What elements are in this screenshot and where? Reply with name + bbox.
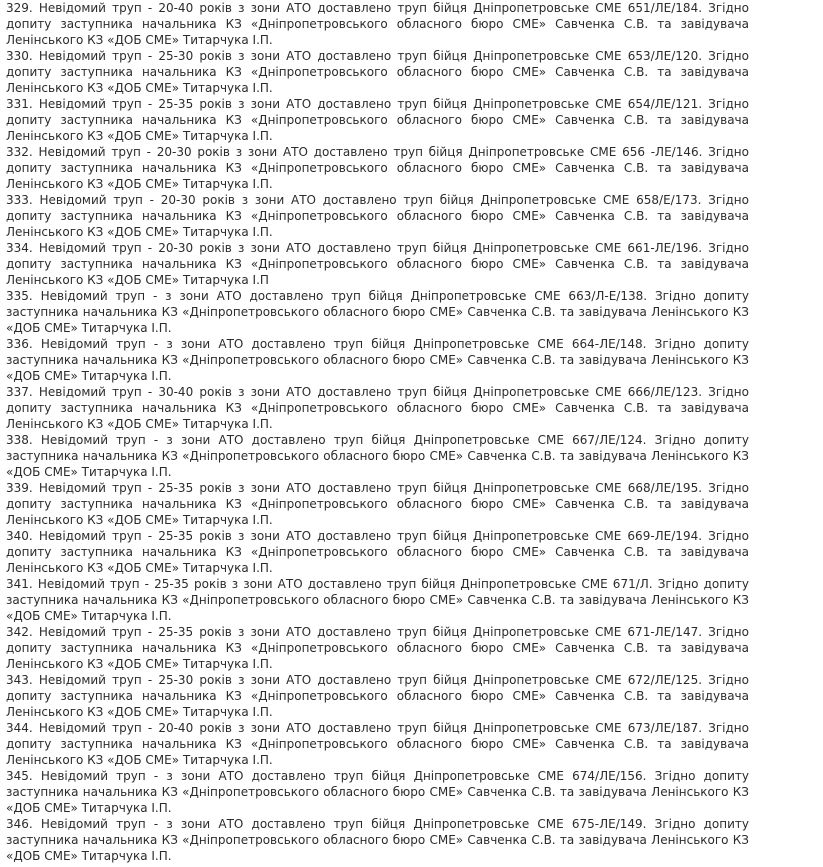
item-text: Невідомий труп - з зони АТО доставлено труп бійця Дніпропетровське СМЕ 674/ЛЕ/156. Згідно допиту заступника начальника КЗ «Дніпропетровського обласного бюро СМЕ» Савченка С.В. та завідувача Ленінського КЗ «ДОБ СМЕ» Титарчука І.П. bbox=[6, 769, 749, 815]
item-number: 331. bbox=[6, 97, 33, 111]
item-number: 344. bbox=[6, 721, 33, 735]
item-number: 340. bbox=[6, 529, 33, 543]
item-number: 345. bbox=[6, 769, 33, 783]
item-number: 337. bbox=[6, 385, 33, 399]
item-text: Невідомий труп - 20-40 років з зони АТО доставлено труп бійця Дніпропетровське СМЕ 673/ЛЕ/187. Згідно допиту заступника начальника КЗ «Дніпропетровського обласного бюро СМЕ» Савченка С.В. та завідувача Ленінського КЗ «ДОБ СМЕ» Титарчука І.П. bbox=[6, 721, 749, 767]
item-text: Невідомий труп - 25-35 років з зони АТО доставлено труп бійця Дніпропетровське СМЕ 671-ЛЕ/147. Згідно допиту заступника начальника КЗ «Дніпропетровського обласного бюро СМЕ» Савченка С.В. та завідувача Ленінського КЗ «ДОБ СМЕ» Титарчука І.П. bbox=[6, 625, 749, 671]
list-item bbox=[6, 240, 749, 288]
item-number: 338. bbox=[6, 433, 33, 447]
item-text: Невідомий труп - 25-35 років з зони АТО доставлено труп бійця Дніпропетровське СМЕ 668/ЛЕ/195. Згідно допиту заступника начальника КЗ «Дніпропетровського обласного бюро СМЕ» Савченка С.В. та завідувача Ленінського КЗ «ДОБ СМЕ» Титарчука І.П. bbox=[6, 481, 749, 527]
list-item bbox=[6, 336, 749, 384]
item-text: Невідомий труп - 30-40 років з зони АТО доставлено труп бійця Дніпропетровське СМЕ 666/ЛЕ/123. Згідно допиту заступника начальника КЗ «Дніпропетровського обласного бюро СМЕ» Савченка С.В. та завідувача Ленінського КЗ «ДОБ СМЕ» Титарчука І.П. bbox=[6, 385, 749, 431]
list-item bbox=[6, 576, 749, 624]
list-item bbox=[6, 144, 749, 192]
item-number: 332. bbox=[6, 145, 33, 159]
item-number: 343. bbox=[6, 673, 33, 687]
item-number: 335. bbox=[6, 289, 33, 303]
item-text: Невідомий труп - 20-30 років з зони АТО доставлено труп бійця Дніпропетровське СМЕ 656 -ЛЕ/146. Згідно допиту заступника начальника КЗ «Дніпропетровського обласного бюро СМЕ» Савченка С.В. та завідувача Ленінського КЗ «ДОБ СМЕ» Титарчука І.П. bbox=[6, 145, 749, 191]
list-item bbox=[6, 384, 749, 432]
list-item bbox=[6, 720, 749, 768]
item-text: Невідомий труп - 20-30 років з зони АТО доставлено труп бійця Дніпропетровське СМЕ 658/Е/173. Згідно допиту заступника начальника КЗ «Дніпропетровського обласного бюро СМЕ» Савченка С.В. та завідувача Ленінського КЗ «ДОБ СМЕ» Титарчука І.П. bbox=[6, 193, 749, 239]
item-text: Невідомий труп - 20-40 років з зони АТО доставлено труп бійця Дніпропетровське СМЕ 651/ЛЕ/184. Згідно допиту заступника начальника КЗ «Дніпропетровського обласного бюро СМЕ» Савченка С.В. та завідувача Ленінського КЗ «ДОБ СМЕ» Титарчука І.П. bbox=[6, 1, 749, 47]
list-item bbox=[6, 768, 749, 816]
list-item bbox=[6, 96, 749, 144]
list-item bbox=[6, 816, 749, 864]
item-number: 329. bbox=[6, 1, 33, 15]
list-item bbox=[6, 672, 749, 720]
item-text: Невідомий труп - з зони АТО доставлено труп бійця Дніпропетровське СМЕ 664-ЛЕ/148. Згідно допиту заступника начальника КЗ «Дніпропетровського обласного бюро СМЕ» Савченка С.В. та завідувача Ленінського КЗ «ДОБ СМЕ» Титарчука І.П. bbox=[6, 337, 749, 383]
item-number: 334. bbox=[6, 241, 33, 255]
list-item bbox=[6, 0, 749, 48]
item-number: 342. bbox=[6, 625, 33, 639]
item-text: Невідомий труп - 25-35 років з зони АТО доставлено труп бійця Дніпропетровське СМЕ 654/ЛЕ/121. Згідно допиту заступника начальника КЗ «Дніпропетровського обласного бюро СМЕ» Савченка С.В. та завідувача Ленінського КЗ «ДОБ СМЕ» Титарчука І.П. bbox=[6, 97, 749, 143]
list-item bbox=[6, 432, 749, 480]
item-text: Невідомий труп - з зони АТО доставлено труп бійця Дніпропетровське СМЕ 663/Л-Е/138. Згідно допиту заступника начальника КЗ «Дніпропетровського обласного бюро СМЕ» Савченка С.В. та завідувача Ленінського КЗ «ДОБ СМЕ» Титарчука І.П. bbox=[6, 289, 749, 335]
item-number: 336. bbox=[6, 337, 33, 351]
item-text: Невідомий труп - 25-35 років з зони АТО доставлено труп бійця Дніпропетровське СМЕ 671/Л. Згідно допиту заступника начальника КЗ «Дніпропетровського обласного бюро СМЕ» Савченка С.В. та завідувача Ленінського КЗ «ДОБ СМЕ» Титарчука І.П. bbox=[6, 577, 749, 623]
item-text: Невідомий труп - з зони АТО доставлено труп бійця Дніпропетровське СМЕ 675-ЛЕ/149. Згідно допиту заступника начальника КЗ «Дніпропетровського обласного бюро СМЕ» Савченка С.В. та завідувача Ленінського КЗ «ДОБ СМЕ» Титарчука І.П. bbox=[6, 817, 749, 863]
item-number: 346. bbox=[6, 817, 33, 831]
item-text: Невідомий труп - з зони АТО доставлено труп бійця Дніпропетровське СМЕ 667/ЛЕ/124. Згідно допиту заступника начальника КЗ «Дніпропетровського обласного бюро СМЕ» Савченка С.В. та завідувача Ленінського КЗ «ДОБ СМЕ» Титарчука І.П. bbox=[6, 433, 749, 479]
item-text: Невідомий труп - 25-30 років з зони АТО доставлено труп бійця Дніпропетровське СМЕ 672/ЛЕ/125. Згідно допиту заступника начальника КЗ «Дніпропетровського обласного бюро СМЕ» Савченка С.В. та завідувача Ленінського КЗ «ДОБ СМЕ» Титарчука І.П. bbox=[6, 673, 749, 719]
item-number: 339. bbox=[6, 481, 33, 495]
list-item bbox=[6, 192, 749, 240]
list-item bbox=[6, 48, 749, 96]
list-item bbox=[6, 528, 749, 576]
item-number: 341. bbox=[6, 577, 33, 591]
list-item bbox=[6, 480, 749, 528]
item-number: 330. bbox=[6, 49, 33, 63]
item-number: 333. bbox=[6, 193, 33, 207]
item-text: Невідомий труп - 25-30 років з зони АТО доставлено труп бійця Дніпропетровське СМЕ 653/ЛЕ/120. Згідно допиту заступника начальника КЗ «Дніпропетровського обласного бюро СМЕ» Савченка С.В. та завідувача Ленінського КЗ «ДОБ СМЕ» Титарчука І.П. bbox=[6, 49, 749, 95]
item-text: Невідомий труп - 20-30 років з зони АТО доставлено труп бійця Дніпропетровське СМЕ 661-ЛЕ/196. Згідно допиту заступника начальника КЗ «Дніпропетровського обласного бюро СМЕ» Савченка С.В. та завідувача Ленінського КЗ «ДОБ СМЕ» Титарчука І.П bbox=[6, 241, 749, 287]
list-item bbox=[6, 288, 749, 336]
list-item bbox=[6, 624, 749, 672]
item-text: Невідомий труп - 25-35 років з зони АТО доставлено труп бійця Дніпропетровське СМЕ 669-ЛЕ/194. Згідно допиту заступника начальника КЗ «Дніпропетровського обласного бюро СМЕ» Савченка С.В. та завідувача Ленінського КЗ «ДОБ СМЕ» Титарчука І.П. bbox=[6, 529, 749, 575]
